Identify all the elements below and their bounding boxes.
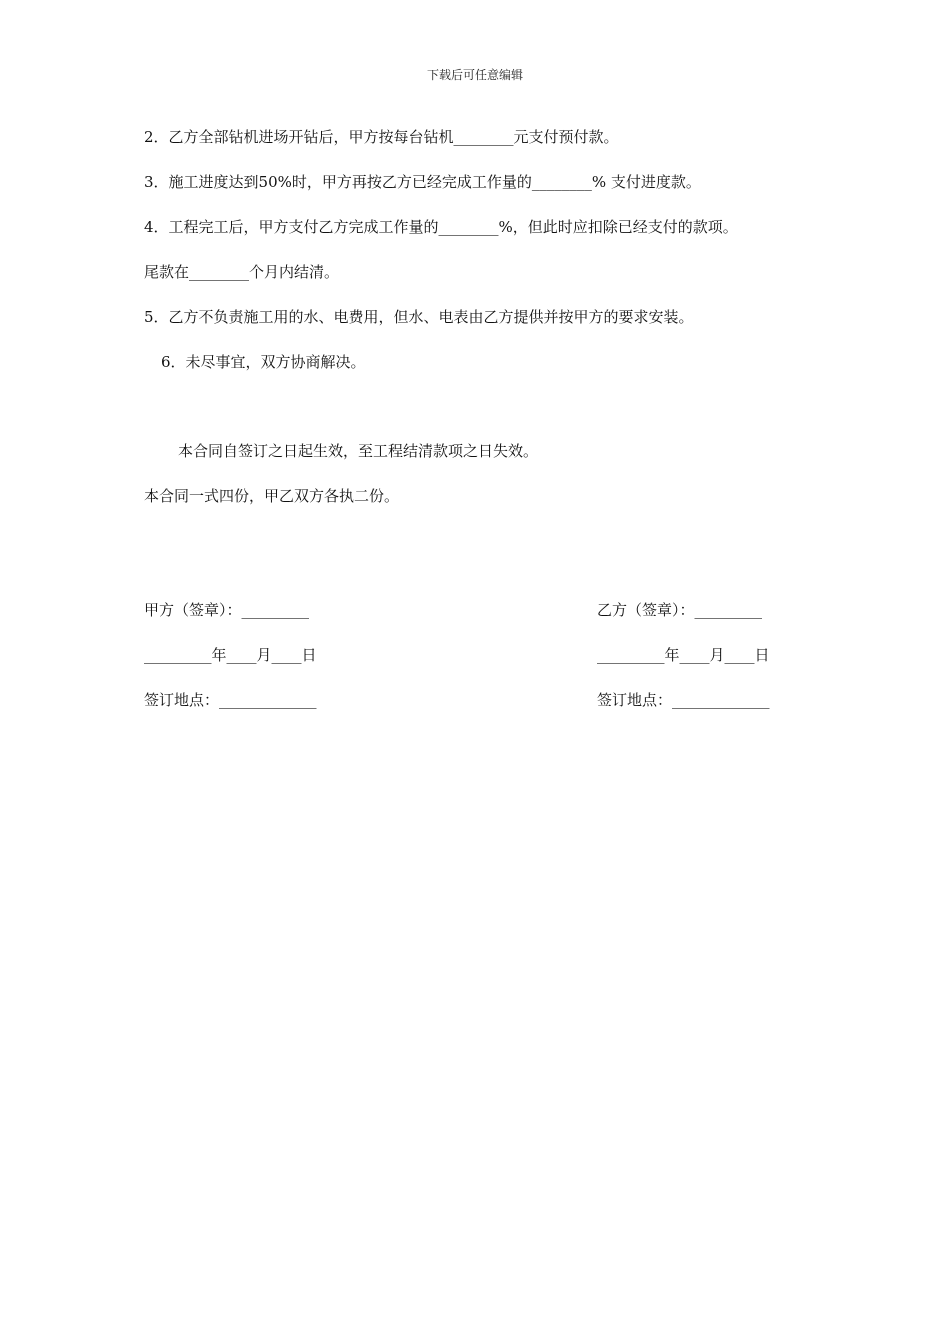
copies-paragraph: 本合同一式四份，甲乙双方各执二份。 xyxy=(144,487,400,505)
clause-3: 3．施工进度达到50%时，甲方再按乙方已经完成工作量的________% 支付进度款。 xyxy=(144,173,701,191)
party-b-date: _________年____月____日 xyxy=(597,646,770,664)
clause-4-continuation: 尾款在________个月内结清。 xyxy=(144,263,340,281)
party-a-date: _________年____月____日 xyxy=(144,646,317,664)
clause-5: 5．乙方不负责施工用的水、电费用，但水、电表由乙方提供并按甲方的要求安装。 xyxy=(144,308,694,326)
party-a-signature: 甲方（签章）：_________ xyxy=(144,601,310,619)
effect-paragraph: 本合同自签订之日起生效，至工程结清款项之日失效。 xyxy=(178,442,539,460)
page-header: 下载后可任意编辑 xyxy=(426,68,523,82)
clause-4: 4．工程完工后，甲方支付乙方完成工作量的________%，但此时应扣除已经支付的款项。 xyxy=(144,218,738,236)
clause-6: 6．未尽事宜，双方协商解决。 xyxy=(161,353,366,371)
party-a-place: 签订地点：_____________ xyxy=(144,691,317,709)
clause-2: 2．乙方全部钻机进场开钻后，甲方按每台钻机________元支付预付款。 xyxy=(144,128,619,146)
party-b-place: 签订地点：_____________ xyxy=(597,691,770,709)
party-b-signature: 乙方（签章）：_________ xyxy=(597,601,763,619)
